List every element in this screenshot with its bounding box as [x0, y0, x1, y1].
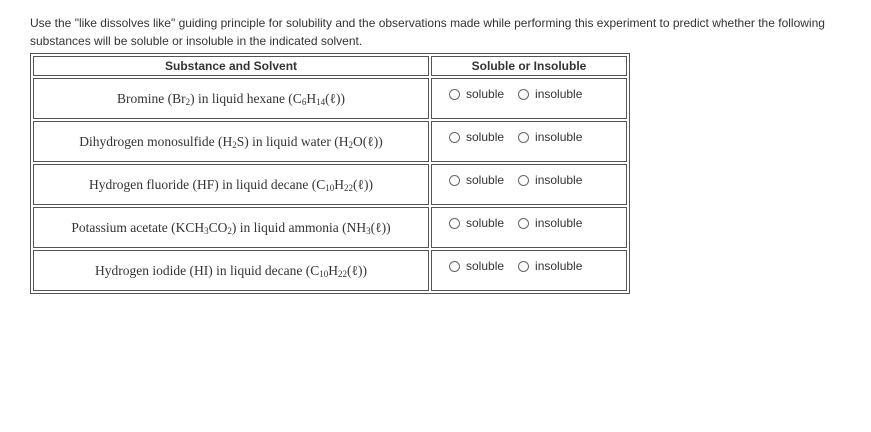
formula-text: ): [231, 219, 237, 235]
solvent-text: in liquid hexane (C: [194, 90, 302, 106]
substance-name: Hydrogen iodide: [95, 262, 187, 278]
solvent-text: H: [306, 90, 317, 106]
formula-text: (Br: [164, 90, 186, 106]
formula-subscript: 2: [232, 139, 237, 150]
solvent-subscript: 3: [366, 225, 371, 236]
formula-text: (H: [214, 133, 233, 149]
solvent-text: (ℓ)): [347, 262, 367, 278]
solvent-text: in liquid decane (C: [212, 262, 320, 278]
table-row: [33, 250, 627, 291]
solvent-text: in liquid ammonia (NH: [236, 219, 367, 235]
radio-label[interactable]: insoluble: [535, 130, 583, 144]
radio-circle-icon[interactable]: [518, 261, 529, 272]
radio-label[interactable]: soluble: [466, 87, 505, 101]
radio-insoluble[interactable]: [518, 216, 582, 230]
solvent-text: (ℓ)): [325, 90, 346, 106]
radio-soluble[interactable]: [449, 216, 504, 230]
radio-circle-icon[interactable]: [518, 218, 529, 229]
radio-soluble[interactable]: [449, 87, 504, 101]
radio-soluble[interactable]: [449, 173, 504, 187]
solvent-text: H: [328, 262, 338, 278]
radio-label[interactable]: insoluble: [535, 87, 583, 101]
solvent-subscript: 14: [316, 96, 326, 107]
table-row: [33, 164, 627, 205]
radio-circle-icon[interactable]: [449, 261, 460, 272]
formula-text: S): [236, 133, 249, 149]
radio-label[interactable]: soluble: [466, 173, 505, 187]
radio-insoluble[interactable]: [518, 87, 582, 101]
radio-insoluble[interactable]: [518, 173, 582, 187]
substance-cell: [33, 250, 429, 291]
radio-label[interactable]: insoluble: [535, 216, 583, 230]
formula-text: (HF): [189, 176, 219, 192]
substance-cell: [33, 164, 429, 205]
substance-cell: [33, 207, 429, 248]
solvent-subscript: 10: [319, 268, 329, 279]
solvent-subscript: 2: [348, 139, 353, 150]
solvent-subscript: 22: [338, 268, 347, 279]
substance-cell: [33, 121, 429, 162]
substance-name: Potassium acetate: [71, 219, 168, 235]
solvent-text: in liquid decane (C: [218, 176, 326, 192]
radio-circle-icon[interactable]: [449, 89, 460, 100]
header-substance-solvent: Substance and Solvent: [33, 56, 429, 76]
instructions-text: Use the "like dissolves like" guiding principle for solubility and the observations made while performing this experiment to predict whether the following substances will be soluble or insoluble in the indicated solvent.: [30, 16, 825, 48]
radio-circle-icon[interactable]: [449, 175, 460, 186]
radio-circle-icon[interactable]: [518, 89, 529, 100]
formula-text: CO: [208, 219, 228, 235]
answer-cell: [431, 250, 627, 291]
substance-name: Bromine: [116, 90, 165, 106]
answer-cell: [431, 164, 627, 205]
table-row: [33, 207, 627, 248]
radio-soluble[interactable]: [449, 130, 504, 144]
solvent-subscript: 6: [301, 96, 307, 107]
solvent-text: in liquid water (H: [248, 133, 349, 149]
table-row: [33, 121, 627, 162]
radio-soluble[interactable]: [449, 259, 504, 273]
formula-text: (HI): [186, 262, 213, 278]
solvent-text: (ℓ)): [353, 176, 373, 192]
solvent-text: H: [334, 176, 344, 192]
radio-circle-icon[interactable]: [449, 218, 460, 229]
solubility-table: [30, 53, 630, 294]
solvent-subscript: 10: [325, 182, 335, 193]
answer-cell: [431, 78, 627, 119]
substance-name: Dihydrogen monosulfide: [79, 133, 215, 149]
radio-insoluble[interactable]: [518, 259, 582, 273]
table-header-row: [33, 56, 627, 76]
substance-name: Hydrogen fluoride: [89, 176, 190, 192]
solvent-subscript: 22: [344, 182, 353, 193]
table-row: [33, 78, 627, 119]
formula-text: ): [190, 90, 195, 106]
radio-label[interactable]: soluble: [466, 259, 505, 273]
radio-insoluble[interactable]: [518, 130, 582, 144]
radio-circle-icon[interactable]: [518, 132, 529, 143]
radio-circle-icon[interactable]: [449, 132, 460, 143]
solvent-text: (ℓ)): [362, 133, 383, 149]
answer-cell: [431, 121, 627, 162]
answer-cell: [431, 207, 627, 248]
formula-subscript: 2: [185, 96, 191, 107]
radio-label[interactable]: soluble: [466, 216, 505, 230]
radio-label[interactable]: insoluble: [535, 259, 583, 273]
substance-cell: [33, 78, 429, 119]
formula-subscript: 2: [227, 225, 232, 236]
radio-circle-icon[interactable]: [518, 175, 529, 186]
formula-text: (KCH: [167, 219, 205, 235]
header-soluble-insoluble: Soluble or Insoluble: [431, 56, 627, 76]
radio-label[interactable]: insoluble: [535, 173, 583, 187]
solvent-text: O: [353, 133, 363, 149]
radio-label[interactable]: soluble: [466, 130, 505, 144]
formula-subscript: 3: [204, 225, 209, 236]
solvent-text: (ℓ)): [370, 219, 391, 235]
